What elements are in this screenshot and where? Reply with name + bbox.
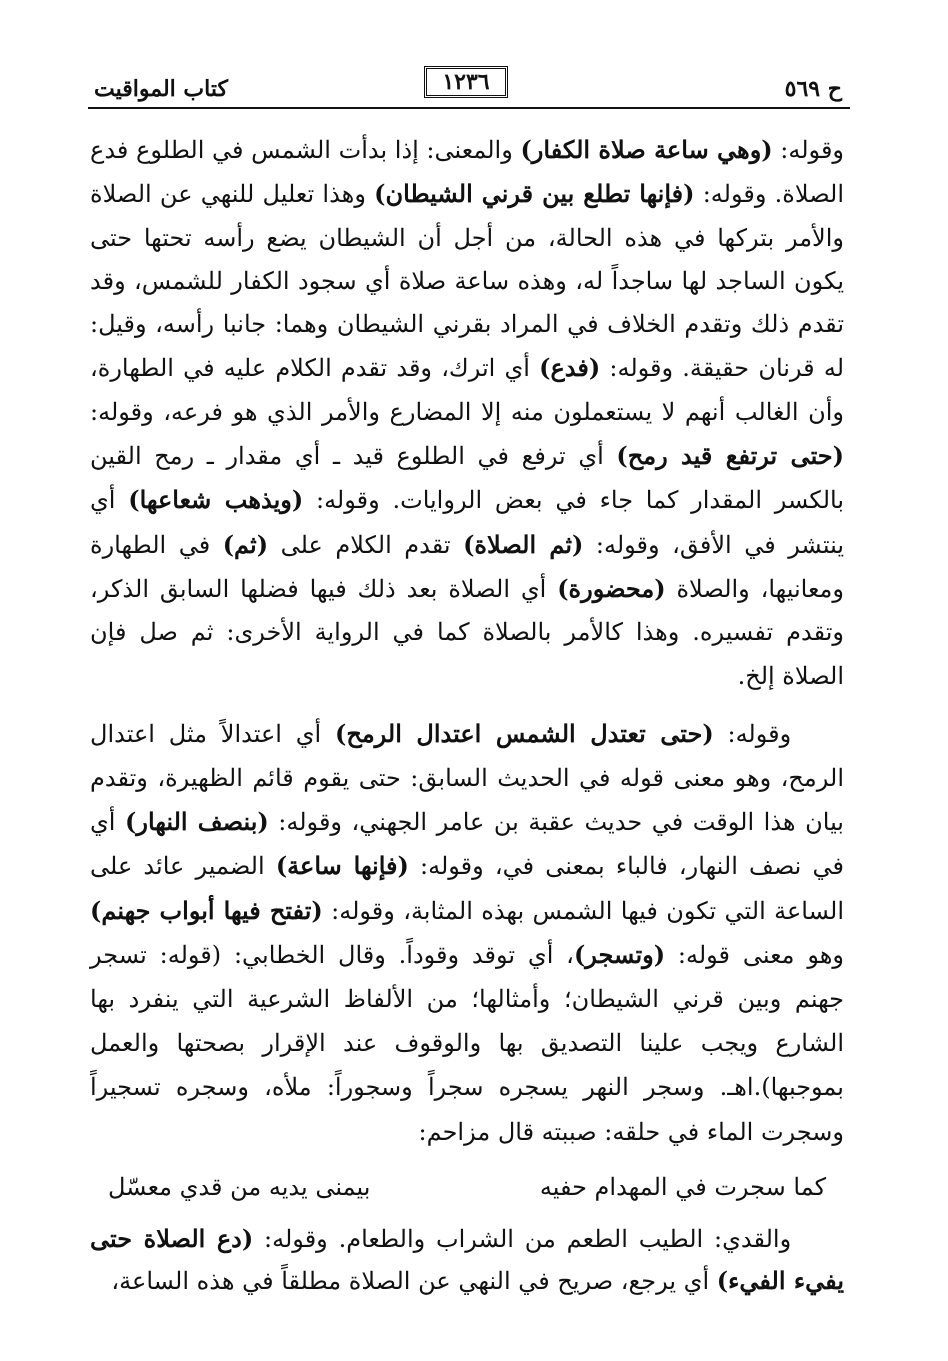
header-divider (88, 107, 850, 109)
verse-first-hemistich: كما سجرت في المهدام حفيه (539, 1172, 826, 1201)
text-run: أي يرجع، صريح في النهي عن الصلاة مطلقاً في هذه الساعة، (111, 1266, 717, 1295)
quoted-phrase: (حتى ترتفع قيد رمح) (616, 441, 844, 471)
quoted-phrase: (ثم) (222, 529, 269, 559)
quoted-phrase: (فإنها ساعة) (275, 851, 409, 881)
text-run: وقوله: (772, 136, 845, 164)
paragraph (90, 128, 844, 698)
book-title: كتاب المواقيت (94, 76, 228, 102)
quoted-phrase: (فدع) (539, 353, 601, 383)
text-run: أي ترفع في الطلوع قيد ـ أي مقدار ـ رمح القين بالكسر المقدار كما جاء في بعض الروايات. وقوله: (90, 442, 844, 515)
quoted-phrase: (محضورة) (557, 573, 666, 603)
quoted-phrase: (فإنها تطلع بين قرني الشيطان) (374, 179, 695, 209)
text-run: تقدم الكلام على (268, 530, 464, 559)
quoted-phrase: (بنصف النهار) (125, 807, 269, 837)
quoted-phrase: (وهي ساعة صلاة الكفار) (520, 135, 773, 164)
quoted-phrase: (ثم الصلاة) (463, 529, 584, 559)
paragraph (90, 1218, 844, 1302)
quoted-phrase: (ويذهب شعاعها) (128, 485, 304, 515)
text-run: الضمير عائد على الساعة التي تكون فيها الشمس بهذه المثابة، وقوله: (90, 852, 845, 925)
text-run: أي اترك، وقد تقدم الكلام عليه في الطهارة، وأن الغالب أنهم لا يستعملون منه إلا المضارع والأمر الذي هو فرعه، وقوله: (90, 354, 844, 426)
text-run: وهذا تعليل للنهي عن الصلاة والأمر بتركها في هذه الحالة، من أجل أن الشيطان يضع رأسه تحتها حتى يكون الساجد لها ساجداً له، وهذه ساعة صلاة أي سجود الكفار للشمس، وقد تقدم ذلك وتقدم الخلاف في المراد بقرني الشيطان وهما: جانبا رأسه، وقيل: له قرنان حقيقة. وقوله: (90, 180, 844, 383)
text-run: وقوله: (713, 719, 792, 748)
poetry-verse (108, 1162, 826, 1212)
verse-second-hemistich: بيمنى يديه من قدي معسّل (108, 1172, 371, 1201)
text-run: ، أي توقد وقوداً. وقال الخطابي: (قوله: تسجر جهنم وبين قرني الشيطان؛ وأمثالها؛ من الألفاظ الشرعية التي ينفرد بها الشارع ويجب علينا التصديق بها والوقوف عند الإقرار بصحتها والعمل بموجبها).اهـ. وسجر النهر يسجره سجراً وسجوراً: ملأه، وسجره تسجيراً وسجرت الماء في حلقه: صببته قال مزاحم: (90, 940, 844, 1146)
quoted-phrase: (وتسجر) (573, 939, 666, 969)
text-run: وهو معنى قوله: (665, 940, 844, 969)
paragraph (90, 712, 844, 1154)
quoted-phrase: (دع الصلاة حتى يفيء الفيء) (90, 1223, 844, 1295)
page-number: ١٢٣٦ (424, 66, 508, 98)
page-header (88, 62, 850, 106)
text-run: في الطهارة ومعانيها، والصلاة (90, 530, 844, 603)
text-run: أي في نصف النهار، فالباء بمعنى في، وقوله: (90, 808, 844, 881)
text-run: والقدي: الطيب الطعم من الشراب والطعام. وقوله: (253, 1224, 792, 1253)
main-text (90, 128, 844, 1302)
page-reference: ح ٥٦٩ (784, 76, 842, 102)
text-run: أي ينتشر في الأفق، وقوله: (90, 486, 845, 559)
text-run: والمعنى: إذا بدأت الشمس في الطلوع فدع الصلاة. وقوله: (90, 136, 844, 209)
quoted-phrase: (تفتح فيها أبواب جهنم) (90, 895, 323, 925)
text-run: أي اعتدالاً مثل اعتدال الرمح، وهو معنى قوله في الحديث السابق: حتى يقوم قائم الظهيرة، وتقدم بيان هذا الوقت في حديث عقبة بن عامر الجهني، وقوله: (90, 719, 844, 837)
quoted-phrase: (حتى تعتدل الشمس اعتدال الرمح) (334, 718, 714, 748)
text-run: أي الصلاة بعد ذلك فيها فضلها السابق الذكر، وتقدم تفسيره. وهذا كالأمر بالصلاة كما في الرواية الأخرى: ثم صل فإن الصلاة إلخ. (90, 574, 844, 690)
